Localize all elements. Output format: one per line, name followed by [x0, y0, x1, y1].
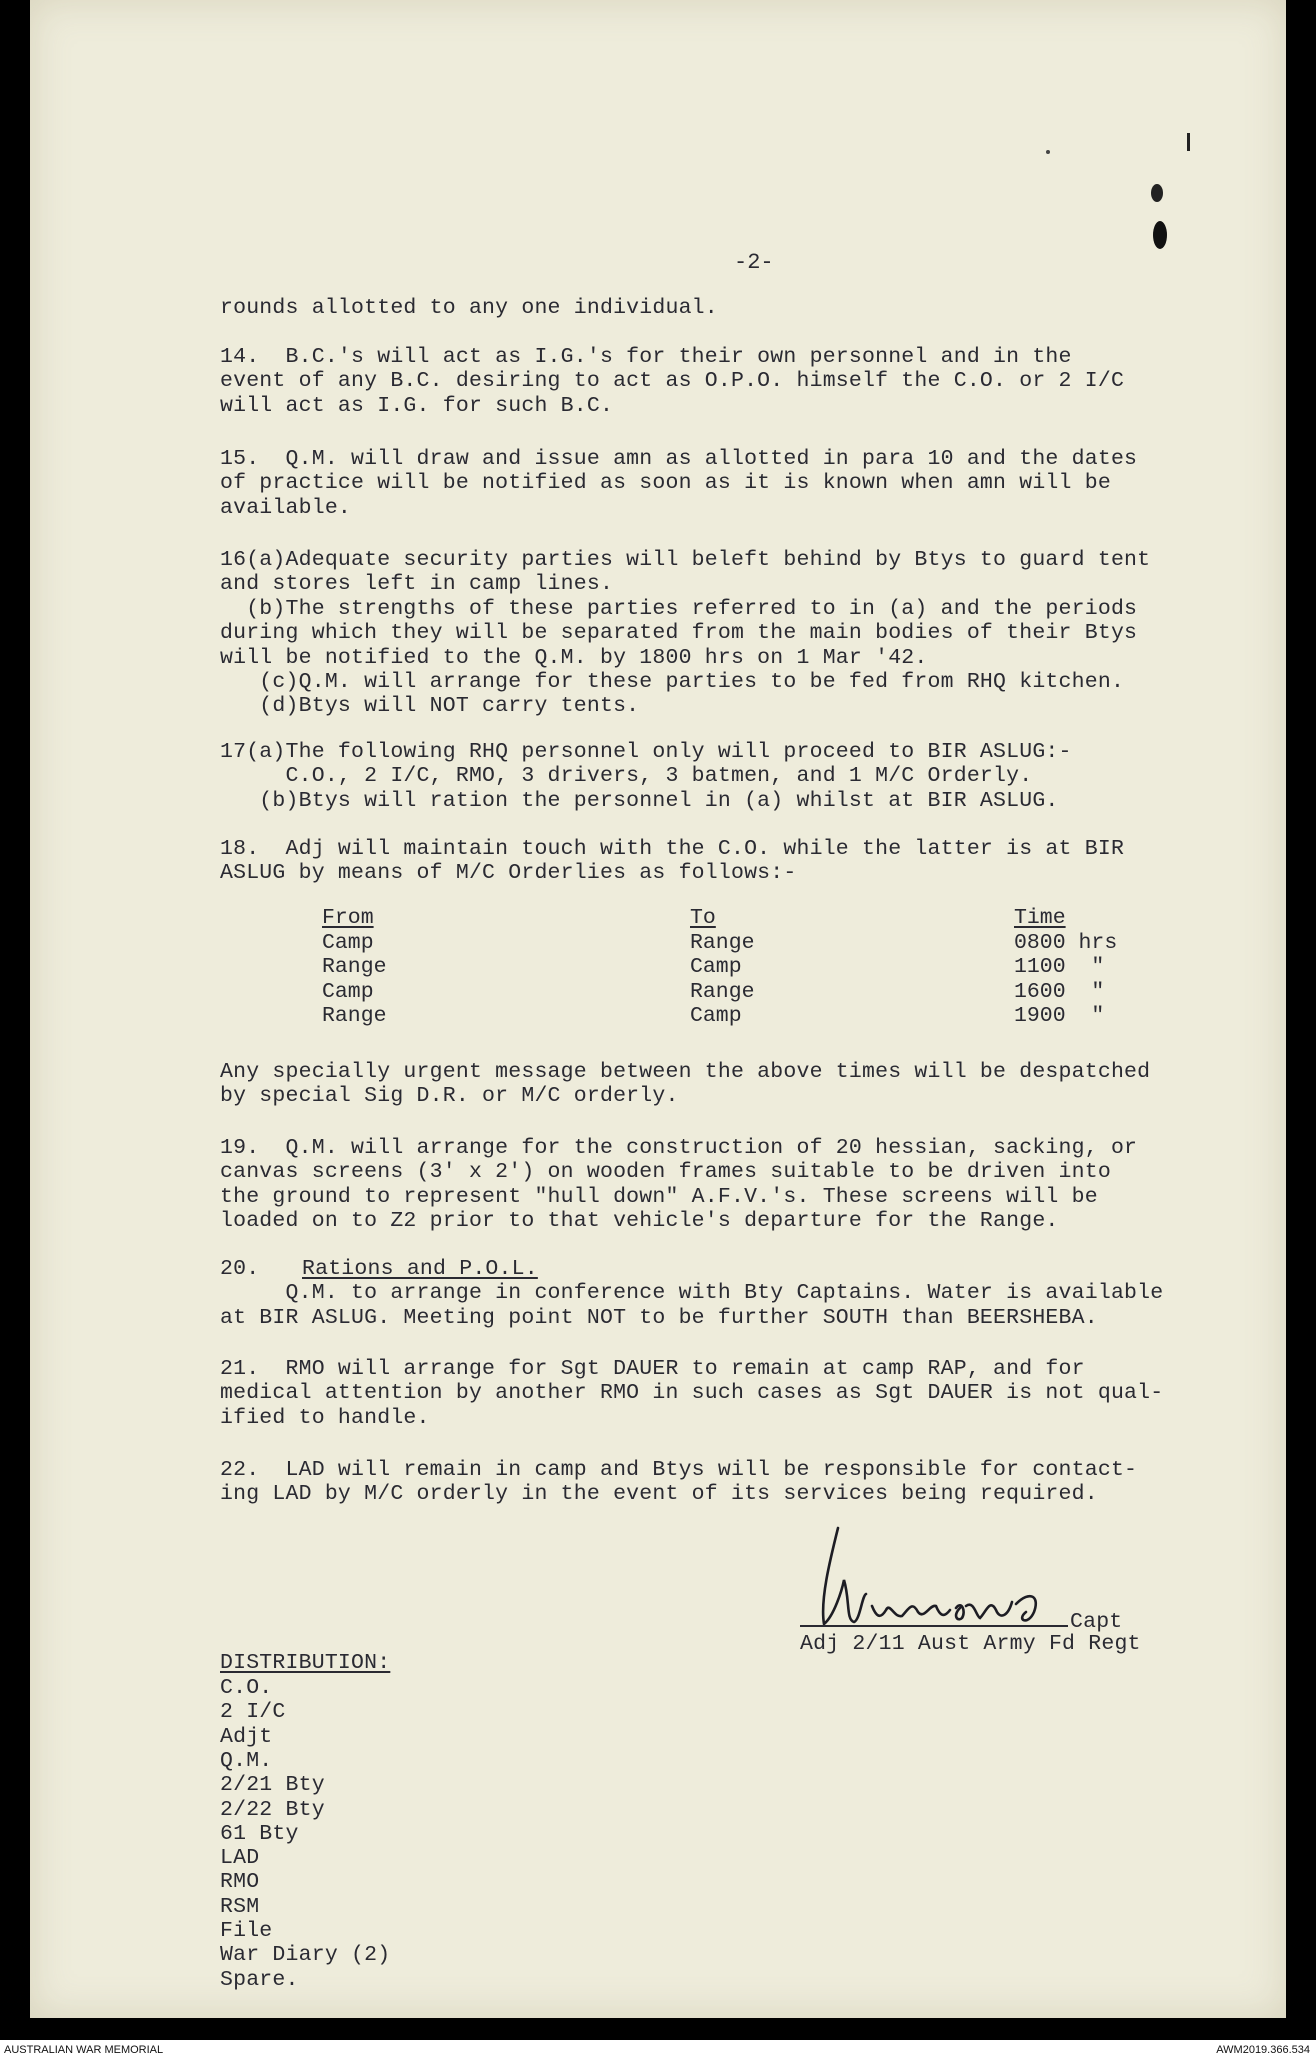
schedule-col-to [690, 906, 755, 1029]
paragraph-line: (b)Btys will ration the personnel in (a) whilst at BIR ASLUG. [220, 788, 1059, 813]
paragraph-line: medical attention by another RMO in such cases as Sgt DAUER is not qual- [220, 1381, 1164, 1406]
distribution-item: War Diary (2) [220, 1943, 391, 1968]
paragraph-line: ASLUG by means of M/C Orderlies as follows:- [220, 861, 797, 886]
distribution-item: Q.M. [220, 1748, 273, 1773]
schedule-header: From [322, 906, 374, 930]
distribution-item: RSM [220, 1894, 260, 1919]
distribution-item: 2/21 Bty [220, 1773, 325, 1798]
handwritten-signature-icon [790, 1520, 1100, 1640]
paragraph-line: by special Sig D.R. or M/C orderly. [220, 1084, 679, 1109]
paragraph-line: during which they will be separated from the main bodies of their Btys [220, 621, 1138, 646]
paragraph-line: Any specially urgent message between the above times will be despatched [220, 1060, 1151, 1084]
paragraph-line: (d)Btys will NOT carry tents. [220, 694, 640, 719]
archive-footer [0, 2040, 1316, 2061]
paragraph-line: the ground to represent "hull down" A.F.V.'s. These screens will be [220, 1184, 1098, 1209]
schedule-cell: 1900 " [1014, 1004, 1105, 1028]
paragraph-line: (c)Q.M. will arrange for these parties to be fed from RHQ kitchen. [220, 670, 1125, 694]
paragraph-line: Q.M. to arrange in conference with Bty Captains. Water is available [220, 1281, 1164, 1306]
para20-number: 20. [220, 1257, 260, 1281]
distribution-item: RMO [220, 1870, 260, 1895]
schedule-cell: Range [690, 930, 755, 955]
punch-hole-marks-icon [30, 0, 1286, 300]
paragraph-line: (b)The strengths of these parties referred to in (a) and the periods [220, 596, 1138, 621]
schedule-cell: Range [322, 955, 387, 979]
paragraph-line: ified to handle. [220, 1405, 430, 1430]
paragraph-line: 15. Q.M. will draw and issue amn as allotted in para 10 and the dates [220, 447, 1138, 471]
schedule-col-from [322, 906, 387, 1029]
distribution-item: Spare. [220, 1967, 299, 1992]
schedule-cell: Camp [322, 930, 374, 955]
paragraph-line: C.O., 2 I/C, RMO, 3 drivers, 3 batmen, and 1 M/C Orderly. [220, 764, 1033, 789]
paragraph-line: will act as I.G. for such B.C. [220, 393, 614, 418]
schedule-cell: Range [690, 979, 755, 1004]
signature-title: Adj 2/11 Aust Army Fd Regt [800, 1632, 1141, 1656]
page-number: -2- [734, 250, 774, 275]
paragraph-line: canvas screens (3' x 2') on wooden frames suitable to be driven into [220, 1160, 1111, 1185]
paragraph-line: and stores left in camp lines. [220, 572, 614, 597]
schedule-header: To [690, 906, 716, 930]
schedule-header: Time [1014, 906, 1066, 930]
paragraph-line: 22. LAD will remain in camp and Btys will be responsible for contact- [220, 1458, 1138, 1482]
para20-heading: Rations and P.O.L. [302, 1257, 538, 1281]
paragraph-line: at BIR ASLUG. Meeting point NOT to be further SOUTH than BEERSHEBA. [220, 1305, 1098, 1330]
paragraph-line: of practice will be notified as soon as it is known when amn will be [220, 471, 1111, 496]
schedule-cell: Camp [690, 955, 742, 979]
distribution-item: File [220, 1919, 273, 1943]
paragraph-line: loaded on to Z2 prior to that vehicle's departure for the Range. [220, 1209, 1059, 1234]
paragraph-line: will be notified to the Q.M. by 1800 hrs on 1 Mar '42. [220, 645, 928, 670]
paragraph-line: 16(a)Adequate security parties will beleft behind by Btys to guard tent [220, 548, 1151, 572]
paragraph-line: available. [220, 495, 352, 520]
distribution-item: 2/22 Bty [220, 1797, 325, 1822]
distribution-item: 2 I/C [220, 1700, 286, 1725]
paragraph-line: 19. Q.M. will arrange for the construction of 20 hessian, sacking, or [220, 1136, 1138, 1160]
schedule-cell: 1600 " [1014, 979, 1105, 1004]
schedule-cell: Camp [322, 979, 374, 1004]
schedule-cell: Range [322, 1004, 387, 1028]
distribution-heading: DISTRIBUTION: [220, 1651, 391, 1675]
distribution-item: C.O. [220, 1676, 273, 1700]
distribution-item: LAD [220, 1846, 260, 1871]
paragraph-line: 18. Adj will maintain touch with the C.O. while the latter is at BIR [220, 837, 1125, 861]
paragraph-line: rounds allotted to any one individual. [220, 296, 718, 320]
paragraph-line: ing LAD by M/C orderly in the event of its services being required. [220, 1482, 1098, 1507]
paragraph-line: 17(a)The following RHQ personnel only will proceed to BIR ASLUG:- [220, 740, 1072, 764]
footer-record-id: AWM2019.366.534 [1216, 2044, 1310, 2056]
schedule-cell: Camp [690, 1004, 742, 1028]
schedule-col-time [1014, 906, 1117, 1029]
schedule-cell: 0800 hrs [1014, 930, 1118, 955]
paragraph-line: event of any B.C. desiring to act as O.P.O. himself the C.O. or 2 I/C [220, 369, 1125, 394]
paragraph-line: 21. RMO will arrange for Sgt DAUER to remain at camp RAP, and for [220, 1357, 1085, 1381]
document-page [30, 0, 1286, 2018]
paragraph-line: 14. B.C.'s will act as I.G.'s for their own personnel and in the [220, 345, 1072, 369]
signature-rank: Capt [1070, 1610, 1123, 1634]
footer-archive-name: AUSTRALIAN WAR MEMORIAL [4, 2044, 164, 2056]
distribution-item: Adjt [220, 1724, 273, 1749]
schedule-cell: 1100 " [1014, 955, 1105, 979]
distribution-item: 61 Bty [220, 1821, 299, 1846]
